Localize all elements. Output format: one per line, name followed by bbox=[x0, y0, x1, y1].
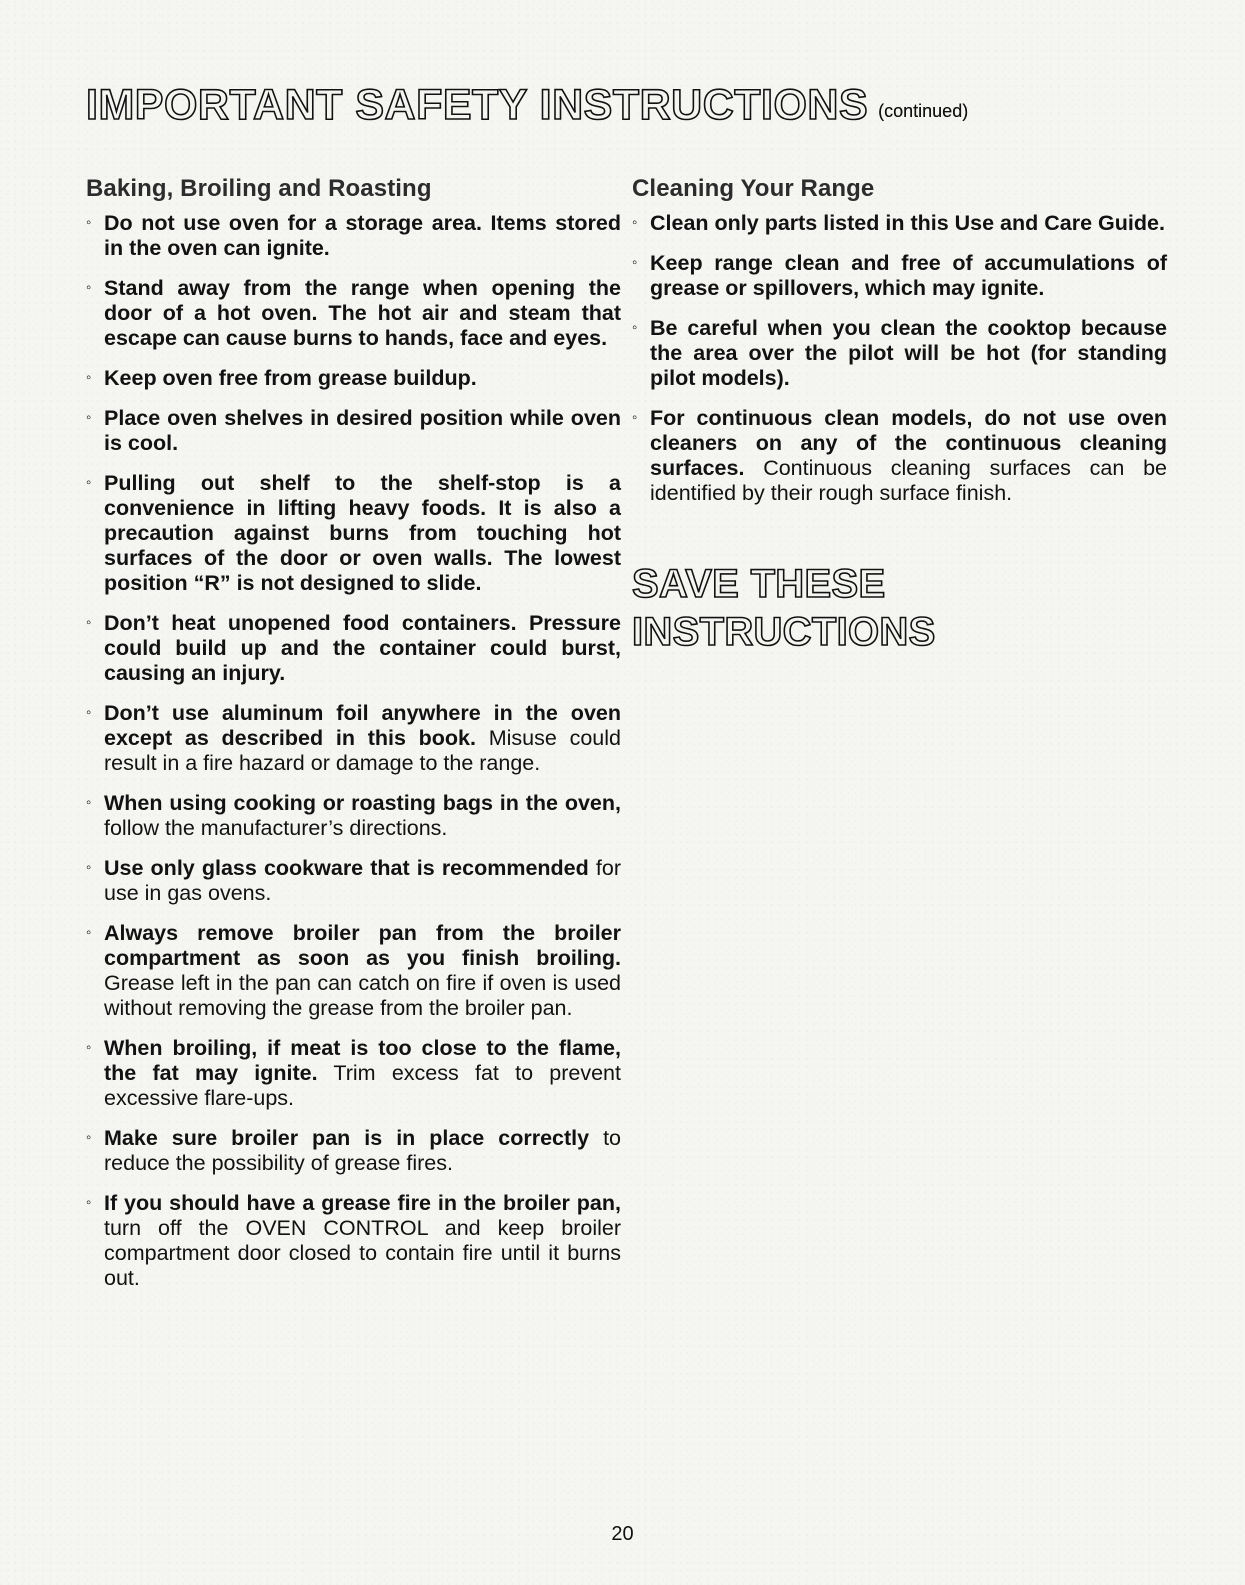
instruction-normal-text: Continuous cleaning surfaces can be identified by their rough surface finish. bbox=[650, 456, 1167, 505]
cleaning-instructions-list bbox=[632, 211, 1167, 506]
instruction-bold-text: For continuous clean models, do not use oven cleaners on any of the continuous cleaning surfaces. bbox=[650, 406, 1167, 480]
instruction-bold-text: Be careful when you clean the cooktop because the area over the pilot will be hot (for standing pilot models). bbox=[650, 316, 1167, 390]
list-item bbox=[86, 211, 621, 261]
list-item bbox=[86, 276, 621, 351]
bullet-icon: ◦ bbox=[86, 279, 92, 296]
list-item bbox=[86, 1126, 621, 1176]
list-item bbox=[86, 406, 621, 456]
bullet-icon: ◦ bbox=[632, 254, 638, 271]
bullet-icon: ◦ bbox=[86, 1129, 92, 1146]
instruction-bold-text: Pulling out shelf to the shelf-stop is a convenience in lifting heavy foods. It is also a precaution against burns from touching hot surfaces of the door or oven walls. The lowest position “R” is not designed to slide. bbox=[104, 471, 621, 595]
list-item bbox=[86, 856, 621, 906]
instruction-bold-text: Don’t heat unopened food containers. Pressure could build up and the container could burst, causing an injury. bbox=[104, 611, 621, 685]
page-title bbox=[86, 81, 1126, 129]
bullet-icon: ◦ bbox=[632, 409, 638, 426]
right-column bbox=[632, 175, 1167, 656]
instruction-bold-text: Always remove broiler pan from the broiler compartment as soon as you finish broiling. bbox=[104, 921, 621, 970]
save-instructions-title bbox=[632, 560, 1167, 656]
instruction-bold-text: Keep oven free from grease buildup. bbox=[104, 366, 477, 390]
list-item bbox=[86, 921, 621, 1021]
list-item bbox=[86, 1036, 621, 1111]
instruction-bold-text: Do not use oven for a storage area. Items stored in the oven can ignite. bbox=[104, 211, 621, 260]
save-title-line-2: INSTRUCTIONS bbox=[632, 610, 936, 654]
bullet-icon: ◦ bbox=[86, 1194, 92, 1211]
list-item bbox=[632, 316, 1167, 391]
instruction-bold-text: Clean only parts listed in this Use and Care Guide. bbox=[650, 211, 1165, 235]
list-item bbox=[86, 1191, 621, 1291]
list-item bbox=[86, 791, 621, 841]
bullet-icon: ◦ bbox=[86, 859, 92, 876]
instruction-bold-text: If you should have a grease fire in the broiler pan, bbox=[104, 1191, 621, 1215]
page-title-main: IMPORTANT SAFETY INSTRUCTIONS bbox=[86, 81, 869, 129]
baking-section-heading: Baking, Broiling and Roasting bbox=[86, 175, 432, 202]
list-item bbox=[632, 251, 1167, 301]
instruction-normal-text: follow the manufacturer’s directions. bbox=[104, 816, 448, 840]
list-item bbox=[632, 211, 1167, 236]
list-item bbox=[86, 366, 621, 391]
bullet-icon: ◦ bbox=[86, 409, 92, 426]
bullet-icon: ◦ bbox=[86, 924, 92, 941]
instruction-bold-text: Use only glass cookware that is recommended bbox=[104, 856, 589, 880]
instruction-normal-text: to reduce the possibility of grease fires. bbox=[104, 1126, 621, 1175]
instruction-bold-text: When using cooking or roasting bags in the oven, bbox=[104, 791, 621, 815]
instruction-normal-text: Trim excess fat to prevent excessive flare-ups. bbox=[104, 1061, 621, 1110]
save-title-line-1: SAVE THESE bbox=[632, 562, 886, 606]
instruction-bold-text: Place oven shelves in desired position while oven is cool. bbox=[104, 406, 621, 455]
list-item bbox=[632, 406, 1167, 506]
instruction-normal-text: Grease left in the pan can catch on fire if oven is used without removing the grease from the broiler pan. bbox=[104, 971, 621, 1020]
page-title-subtitle: (continued) bbox=[878, 100, 969, 121]
bullet-icon: ◦ bbox=[632, 214, 638, 231]
bullet-icon: ◦ bbox=[86, 704, 92, 721]
baking-instructions-list bbox=[86, 211, 621, 1291]
bullet-icon: ◦ bbox=[86, 474, 92, 491]
list-item bbox=[86, 471, 621, 596]
bullet-icon: ◦ bbox=[86, 614, 92, 631]
left-column bbox=[86, 175, 621, 1306]
cleaning-section-heading: Cleaning Your Range bbox=[632, 175, 875, 202]
bullet-icon: ◦ bbox=[86, 794, 92, 811]
bullet-icon: ◦ bbox=[86, 369, 92, 386]
list-item bbox=[86, 701, 621, 776]
instruction-normal-text: for use in gas ovens. bbox=[104, 856, 621, 905]
list-item bbox=[86, 611, 621, 686]
instruction-bold-text: Stand away from the range when opening the door of a hot oven. The hot air and steam that escape can cause burns to hands, face and eyes. bbox=[104, 276, 621, 350]
instruction-bold-text: Keep range clean and free of accumulations of grease or spillovers, which may ignite. bbox=[650, 251, 1167, 300]
bullet-icon: ◦ bbox=[86, 1039, 92, 1056]
instruction-normal-text: Misuse could result in a fire hazard or damage to the range. bbox=[104, 726, 621, 775]
page-number: 20 bbox=[611, 1523, 634, 1545]
instruction-bold-text: Don’t use aluminum foil anywhere in the oven except as described in this book. bbox=[104, 701, 621, 750]
bullet-icon: ◦ bbox=[632, 319, 638, 336]
bullet-icon: ◦ bbox=[86, 214, 92, 231]
instruction-bold-text: Make sure broiler pan is in place correctly bbox=[104, 1126, 590, 1150]
instruction-normal-text: turn off the OVEN CONTROL and keep broiler compartment door closed to contain fire until it burns out. bbox=[104, 1216, 621, 1290]
instruction-bold-text: When broiling, if meat is too close to the flame, the fat may ignite. bbox=[104, 1036, 621, 1085]
